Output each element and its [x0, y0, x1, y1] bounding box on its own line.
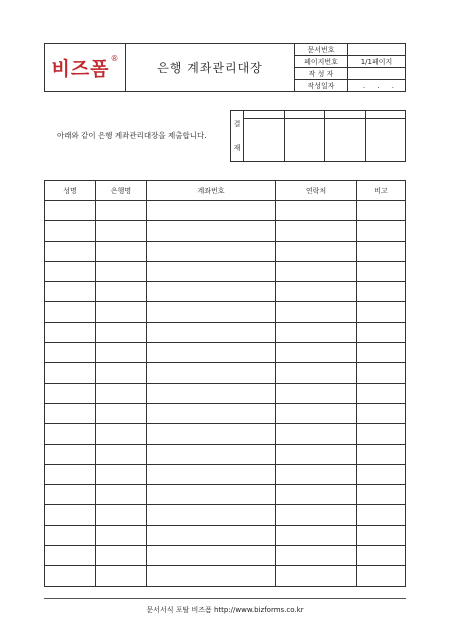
table-cell[interactable] — [45, 322, 96, 342]
table-cell[interactable] — [45, 363, 96, 383]
table-row — [45, 282, 406, 302]
table-cell[interactable] — [357, 403, 406, 423]
approval-sign-cell[interactable] — [365, 119, 406, 162]
table-cell[interactable] — [96, 261, 147, 281]
footer-text: 문서서식 포탈 비즈폼 http://www.bizforms.co.kr — [146, 606, 304, 614]
table-cell[interactable] — [276, 221, 357, 241]
table-cell[interactable] — [147, 343, 276, 363]
table-cell[interactable] — [45, 221, 96, 241]
table-row — [45, 241, 406, 261]
column-header-account-number: 계좌번호 — [147, 181, 276, 201]
table-cell[interactable] — [96, 201, 147, 221]
meta-value-doc-number[interactable] — [348, 44, 406, 56]
table-cell[interactable] — [147, 424, 276, 444]
table-cell[interactable] — [357, 485, 406, 505]
table-cell[interactable] — [147, 464, 276, 484]
intro-text: 아래와 같이 은행 계좌관리대장을 제출합니다. — [57, 131, 207, 140]
table-cell[interactable] — [147, 505, 276, 525]
table-cell[interactable] — [147, 403, 276, 423]
table-cell[interactable] — [96, 363, 147, 383]
table-cell[interactable] — [357, 505, 406, 525]
table-cell[interactable] — [357, 464, 406, 484]
table-cell[interactable] — [276, 201, 357, 221]
meta-label-page-number: 페이지번호 — [295, 56, 348, 68]
table-cell[interactable] — [147, 221, 276, 241]
table-row — [45, 566, 406, 586]
table-row — [45, 221, 406, 241]
footer-divider — [44, 598, 406, 599]
approval-label-bottom: 재 — [233, 144, 241, 152]
table-cell[interactable] — [96, 505, 147, 525]
table-cell[interactable] — [45, 403, 96, 423]
table-cell[interactable] — [45, 201, 96, 221]
table-cell[interactable] — [147, 241, 276, 261]
table-cell[interactable] — [96, 302, 147, 322]
meta-label-date: 작성일자 — [295, 80, 348, 92]
table-cell[interactable] — [45, 424, 96, 444]
table-row — [45, 322, 406, 342]
table-cell[interactable] — [276, 505, 357, 525]
table-cell[interactable] — [96, 343, 147, 363]
table-row — [45, 485, 406, 505]
table-cell[interactable] — [147, 546, 276, 566]
meta-label-author: 작 성 자 — [295, 68, 348, 80]
meta-value-author[interactable] — [348, 68, 406, 80]
approval-label-top: 결 — [233, 120, 241, 128]
table-cell[interactable] — [96, 464, 147, 484]
table-cell[interactable] — [96, 444, 147, 464]
table-cell[interactable] — [96, 322, 147, 342]
table-cell[interactable] — [45, 261, 96, 281]
table-cell[interactable] — [357, 444, 406, 464]
table-row — [45, 261, 406, 281]
approval-role-cell[interactable] — [244, 111, 285, 119]
table-cell[interactable] — [276, 546, 357, 566]
table-cell[interactable] — [357, 201, 406, 221]
table-cell[interactable] — [276, 302, 357, 322]
logo — [45, 44, 126, 92]
table-cell[interactable] — [276, 322, 357, 342]
table-cell[interactable] — [357, 363, 406, 383]
table-cell[interactable] — [357, 221, 406, 241]
table-cell[interactable] — [45, 302, 96, 322]
table-cell[interactable] — [147, 302, 276, 322]
table-cell[interactable] — [357, 566, 406, 586]
table-row — [45, 363, 406, 383]
table-cell[interactable] — [96, 546, 147, 566]
table-cell[interactable] — [147, 322, 276, 342]
table-cell[interactable] — [147, 566, 276, 586]
table-cell[interactable] — [147, 261, 276, 281]
table-row — [45, 525, 406, 545]
approval-role-cell[interactable] — [325, 111, 366, 119]
column-header-contact: 연락처 — [276, 181, 357, 201]
ledger-body — [45, 201, 406, 587]
table-cell[interactable] — [45, 383, 96, 403]
table-cell[interactable] — [276, 424, 357, 444]
table-cell[interactable] — [357, 241, 406, 261]
table-cell[interactable] — [45, 241, 96, 261]
table-cell[interactable] — [276, 363, 357, 383]
table-cell[interactable] — [45, 546, 96, 566]
document-title: 은행 계좌관리대장 — [126, 44, 295, 92]
table-cell[interactable] — [276, 444, 357, 464]
meta-label-doc-number: 문서번호 — [295, 44, 348, 56]
table-cell[interactable] — [96, 525, 147, 545]
table-cell[interactable] — [357, 261, 406, 281]
table-cell[interactable] — [147, 383, 276, 403]
table-cell[interactable] — [357, 424, 406, 444]
table-cell[interactable] — [96, 221, 147, 241]
table-cell[interactable] — [276, 241, 357, 261]
registered-mark-icon: ® — [110, 54, 119, 63]
column-header-remarks: 비고 — [357, 181, 406, 201]
table-row — [45, 201, 406, 221]
table-cell[interactable] — [147, 282, 276, 302]
account-ledger-table — [44, 180, 406, 587]
table-cell[interactable] — [147, 525, 276, 545]
table-cell[interactable] — [96, 424, 147, 444]
table-cell[interactable] — [357, 343, 406, 363]
table-cell[interactable] — [96, 282, 147, 302]
table-cell[interactable] — [45, 464, 96, 484]
table-cell[interactable] — [357, 302, 406, 322]
table-cell[interactable] — [45, 444, 96, 464]
table-cell[interactable] — [357, 282, 406, 302]
table-cell[interactable] — [45, 343, 96, 363]
approval-label — [231, 111, 244, 162]
table-cell[interactable] — [96, 485, 147, 505]
table-cell[interactable] — [276, 343, 357, 363]
approval-sign-cell[interactable] — [284, 119, 325, 162]
table-cell[interactable] — [45, 525, 96, 545]
table-cell[interactable] — [45, 505, 96, 525]
table-cell[interactable] — [276, 403, 357, 423]
table-cell[interactable] — [276, 464, 357, 484]
table-cell[interactable] — [276, 261, 357, 281]
table-cell[interactable] — [96, 403, 147, 423]
approval-role-cell[interactable] — [365, 111, 406, 119]
table-cell[interactable] — [96, 566, 147, 586]
column-header-bank: 은행명 — [96, 181, 147, 201]
table-cell[interactable] — [357, 525, 406, 545]
approval-sign-cell[interactable] — [244, 119, 285, 162]
table-cell[interactable] — [96, 383, 147, 403]
table-row — [45, 546, 406, 566]
approval-role-cell[interactable] — [284, 111, 325, 119]
document-header — [44, 43, 406, 92]
table-row — [45, 424, 406, 444]
approval-box — [230, 110, 406, 162]
table-row — [45, 302, 406, 322]
table-cell[interactable] — [96, 241, 147, 261]
table-row — [45, 383, 406, 403]
table-row — [45, 343, 406, 363]
logo-text: 비즈폼 — [51, 58, 110, 80]
table-cell[interactable] — [147, 363, 276, 383]
meta-value-date[interactable]: . . . — [348, 80, 406, 92]
approval-sign-cell[interactable] — [325, 119, 366, 162]
table-cell[interactable] — [147, 444, 276, 464]
table-cell[interactable] — [357, 546, 406, 566]
table-cell[interactable] — [147, 485, 276, 505]
column-header-name: 성명 — [45, 181, 96, 201]
table-cell[interactable] — [147, 201, 276, 221]
table-cell[interactable] — [276, 525, 357, 545]
table-cell[interactable] — [276, 282, 357, 302]
table-cell[interactable] — [276, 383, 357, 403]
table-cell[interactable] — [357, 322, 406, 342]
table-cell[interactable] — [276, 485, 357, 505]
table-cell[interactable] — [276, 566, 357, 586]
table-cell[interactable] — [45, 282, 96, 302]
table-cell[interactable] — [45, 566, 96, 586]
meta-value-page-number[interactable]: 1/1페이지 — [348, 56, 406, 68]
table-row — [45, 444, 406, 464]
table-cell[interactable] — [45, 485, 96, 505]
table-cell[interactable] — [357, 383, 406, 403]
table-row — [45, 505, 406, 525]
table-row — [45, 403, 406, 423]
table-row — [45, 464, 406, 484]
